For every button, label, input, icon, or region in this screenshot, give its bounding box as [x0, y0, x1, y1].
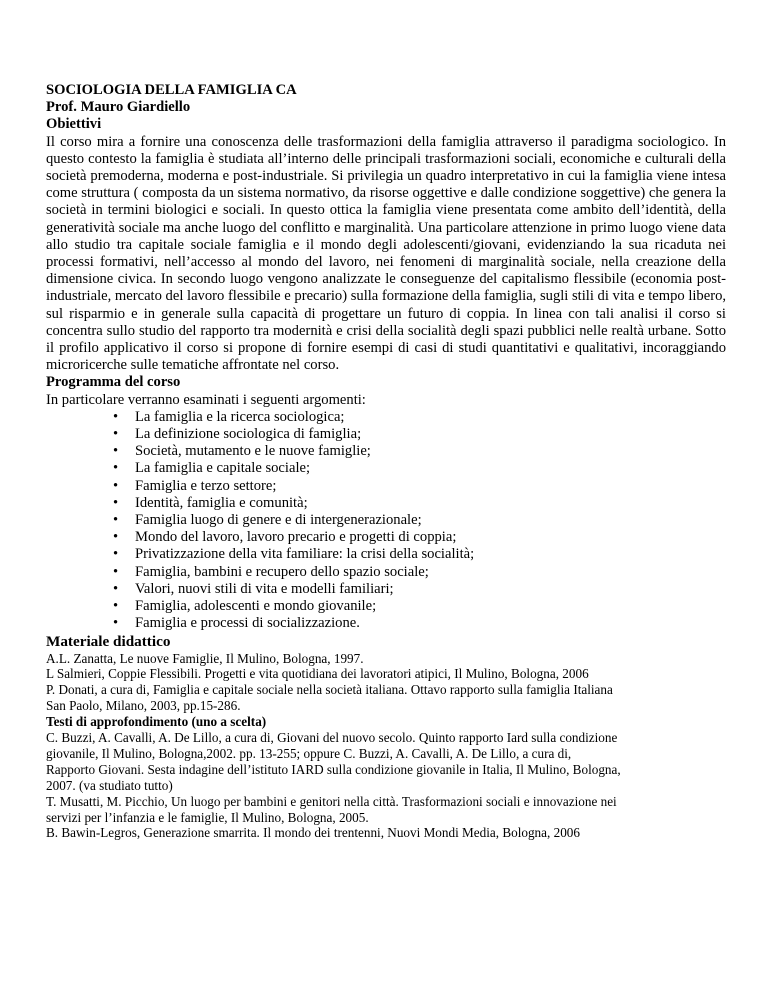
bullet-icon: • — [113, 563, 119, 580]
topic-item — [113, 564, 726, 581]
topic-item — [113, 615, 726, 632]
further-reading-heading: Testi di approfondimento (uno a scelta) — [46, 714, 267, 730]
bullet-icon: • — [113, 494, 119, 511]
bullet-icon: • — [113, 512, 119, 529]
topic-label: Famiglia e terzo settore; — [135, 477, 277, 494]
reference-line: 2007. (va studiato tutto) — [46, 777, 173, 793]
topic-label: La definizione sociologica di famiglia; — [135, 426, 362, 443]
bullet-icon: • — [113, 546, 119, 563]
topic-item — [113, 460, 726, 477]
topic-item — [113, 478, 726, 495]
bullet-icon: • — [113, 443, 119, 460]
topic-label: Valori, nuovi stili di vita e modelli familiari; — [135, 580, 394, 597]
topic-label: Privatizzazione della vita familiare: la crisi della socialità; — [135, 546, 475, 563]
bullet-icon: • — [113, 477, 119, 494]
topic-item — [113, 443, 726, 460]
topics-list — [46, 409, 726, 633]
topic-item — [113, 529, 726, 546]
topic-label: Società, mutamento e le nuove famiglie; — [135, 443, 371, 460]
topic-label: La famiglia e capitale sociale; — [135, 460, 311, 477]
bullet-icon: • — [113, 529, 119, 546]
reference-line: Rapporto Giovani. Sesta indagine dell’istituto IARD sulla condizione giovanile in Italia, Il Mulino, Bologna, — [46, 761, 621, 777]
topic-label: Mondo del lavoro, lavoro precario e progetti di coppia; — [135, 529, 457, 546]
objectives-heading: Obiettivi — [46, 116, 102, 133]
topic-label: Famiglia, adolescenti e mondo giovanile; — [135, 598, 377, 615]
topic-item — [113, 512, 726, 529]
reference-line: B. Bawin-Legros, Generazione smarrita. Il mondo dei trentenni, Nuovi Mondi Media, Bologna, 2006 — [46, 825, 580, 841]
objectives-paragraph: Il corso mira a fornire una conoscenza delle trasformazioni della famiglia attraverso il paradigma sociologico. In questo contesto la famiglia è studiata all’interno delle principali trasformazioni sociali, economiche e culturali della società premoderna, moderna e post-industriale. Si privilegia un quadro interpretativo in cui la famiglia viene intesa come struttura ( composta da un sistema normativo, da risorse oggettive e dalle condizione soggettive) che genera la società in termini biologici e sociali. In questo ottica la famiglia viene presentata come ambito dell’identità, della generatività sociale ma anche luogo del conflitto e marginalità. Una particolare attenzione in primo luogo viene data allo studio tra capitale sociale famiglia e il mondo degli adolescenti/giovani, evidenziando la sua ricaduta nei processi formativi, nell’accesso al mondo del lavoro, nei fenomeni di marginalità sociale, nella creazione della dimensione civica. In secondo luogo vengono analizzate le conseguenze del capitalismo flessibile (economia post-industriale, mercato del lavoro flessibile e precario) sulla formazione della famiglia, sugli stili di vita e tempo libero, sul risparmio e in generale sulla capacità di progettare un futuro di coppia. In linea con tali analisi il corso si concentra sullo studio del rapporto tra modernità e crisi della socialità degli spazi pubblici nelle realtà urbane. Sotto il profilo applicativo il corso si propone di fornire esempi di casi di studi quantitativi e qualitativi, incoraggiando microricerche sulle tematiche affrontate nel corso. — [46, 133, 727, 374]
document-body — [46, 82, 726, 841]
further-reading-list — [46, 730, 726, 841]
topic-label: Identità, famiglia e comunità; — [135, 494, 308, 511]
reference-line: San Paolo, Milano, 2003, pp.15-286. — [46, 698, 241, 714]
materials-list — [46, 651, 726, 715]
program-intro: In particolare verranno esaminati i seguenti argomenti: — [46, 391, 366, 408]
topic-item — [113, 409, 726, 426]
materials-heading: Materiale didattico — [46, 632, 171, 650]
topic-label: Famiglia luogo di genere e di intergenerazionale; — [135, 512, 422, 529]
reference-line: T. Musatti, M. Picchio, Un luogo per bambini e genitori nella città. Trasformazioni sociali e innovazione nei — [46, 793, 617, 809]
reference-line: servizi per l’infanzia e le famiglie, Il Mulino, Bologna, 2005. — [46, 809, 369, 825]
bullet-icon: • — [113, 615, 119, 632]
bullet-icon: • — [113, 408, 119, 425]
professor-name: Prof. Mauro Giardiello — [46, 99, 191, 116]
topic-label: Famiglia, bambini e recupero dello spazio sociale; — [135, 563, 429, 580]
topic-item — [113, 495, 726, 512]
reference-line: C. Buzzi, A. Cavalli, A. De Lillo, a cura di, Giovani del nuovo secolo. Quinto rapporto Iard sulla condizione — [46, 730, 618, 746]
bullet-icon: • — [113, 598, 119, 615]
topic-label: La famiglia e la ricerca sociologica; — [135, 408, 345, 425]
bullet-icon: • — [113, 460, 119, 477]
reference-line: A.L. Zanatta, Le nuove Famiglie, Il Mulino, Bologna, 1997. — [46, 650, 364, 666]
reference-line: P. Donati, a cura di, Famiglia e capitale sociale nella società italiana. Ottavo rapporto sulla famiglia Italiana — [46, 682, 613, 698]
topic-item — [113, 581, 726, 598]
reference-line: giovanile, Il Mulino, Bologna,2002. pp. 13-255; oppure C. Buzzi, A. Cavalli, A. De Lillo, a cura di, — [46, 745, 572, 761]
bullet-icon: • — [113, 580, 119, 597]
topic-item — [113, 546, 726, 563]
reference-line: L Salmieri, Coppie Flessibili. Progetti e vita quotidiana dei lavoratori atipici, Il Mulino, Bologna, 2006 — [46, 666, 589, 682]
topic-item — [113, 426, 726, 443]
topic-label: Famiglia e processi di socializzazione. — [135, 615, 360, 632]
topic-item — [113, 598, 726, 615]
program-heading: Programma del corso — [46, 374, 181, 391]
bullet-icon: • — [113, 426, 119, 443]
course-title: SOCIOLOGIA DELLA FAMIGLIA CA — [46, 82, 297, 98]
